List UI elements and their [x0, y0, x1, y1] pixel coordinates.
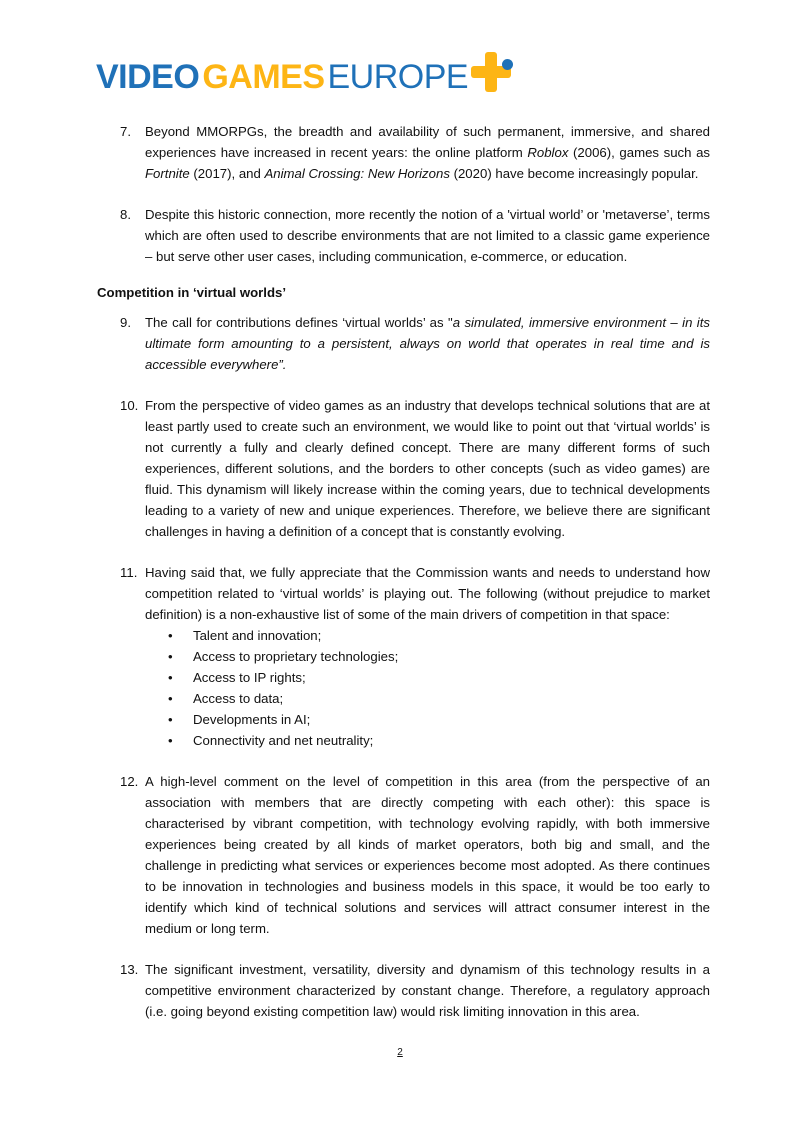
numbered-paragraph — [97, 959, 710, 1022]
paragraph-number: 12. — [120, 774, 139, 789]
logo-word-video: VIDEO — [96, 58, 200, 96]
paragraph-text: Having said that, we fully appreciate that the Commission wants and needs to understand how competition related to ‘virtual worlds’ is playing out. The following (without prejudice to market definition) is a non-exhaustive list of some of the main drivers of competition in that space: • Talent and innovation; • Access to proprietary technologies; • Access to IP rights; • Access to data; • Developments in AI; • Connectivity and net neutrality; — [145, 562, 710, 751]
bullet-item-label: Access to IP rights; — [193, 670, 306, 685]
bullet-icon: • — [168, 691, 173, 706]
bullet-item-label: Developments in AI; — [193, 712, 311, 727]
numbered-paragraph — [97, 312, 710, 375]
bullet-item — [145, 688, 710, 709]
bullet-item — [145, 730, 710, 751]
bullet-item-label: Access to data; — [193, 691, 284, 706]
bullet-list — [145, 625, 710, 751]
page-number: 2 — [397, 1047, 403, 1058]
logo — [96, 60, 512, 102]
bullet-item-label: Access to proprietary technologies; — [193, 649, 399, 664]
paragraph-text: A high-level comment on the level of competition in this area (from the perspective of an association with members that are directly competing with each other): this space is characterised by vibrant competition, with technology evolving rapidly, with both immersive experiences being created by all kinds of market operators, both big and small, and the challenge in predicting what services or experiences become most adopted. As there continues to be innovation in technologies and business models in this space, it would be too early to identify which kind of technical solutions and services will attract consumer interest in the medium or long term. — [145, 774, 710, 936]
controller-button-dot — [502, 59, 513, 70]
paragraph-text: Beyond MMORPGs, the breadth and availability of such permanent, immersive, and shared experiences have increased in recent years: the online platform Roblox (2006), games such as Fortnite (2017), and Animal Crossing: New Horizons (2020) have become increasingly popular. — [145, 124, 711, 181]
bullet-icon: • — [168, 712, 173, 727]
numbered-paragraph — [97, 771, 710, 939]
bullet-icon: • — [168, 649, 173, 664]
bullet-icon: • — [168, 733, 173, 748]
paragraph-text: The significant investment, versatility, diversity and dynamism of this technology results in a competitive environment characterized by constant change. Therefore, a regulatory approach (i.e. going beyond existing competition law) would risk limiting innovation in this area. — [145, 962, 710, 1019]
paragraph-number: 7. — [120, 124, 131, 139]
paragraph-number: 9. — [120, 315, 131, 330]
paragraph-number: 13. — [120, 962, 139, 977]
numbered-paragraph — [97, 204, 710, 267]
paragraph-text: The call for contributions defines ‘virtual worlds’ as "a simulated, immersive environment – in its ultimate form amounting to a persistent, always on world that operates in real time and is accessible everywhere”. — [145, 315, 710, 372]
bullet-item — [145, 625, 710, 646]
bullet-item — [145, 709, 710, 730]
paragraph-number: 10. — [120, 398, 139, 413]
bullet-item — [145, 667, 710, 688]
numbered-paragraph — [97, 121, 710, 184]
bullet-icon: • — [168, 670, 173, 685]
numbered-paragraph — [97, 395, 710, 542]
paragraph-text: From the perspective of video games as an industry that develops technical solutions that are at least partly used to create such an environment, we would like to point out that ‘virtual worlds’ is not currently a fully and clearly defined concept. There are many different forms of such experiences, different solutions, and the borders to other concepts (such as video games) are fluid. This dynamism will likely increase within the coming years, due to technical developments leading to a variety of new and unique experiences. Therefore, we believe there are significant challenges in having a definition of a concept that is constantly evolving. — [145, 398, 710, 539]
bullet-icon: • — [168, 628, 173, 643]
bullet-item-label: Talent and innovation; — [193, 628, 322, 643]
numbered-paragraph — [97, 562, 710, 751]
document-body — [97, 121, 710, 1042]
paragraph-number: 8. — [120, 207, 131, 222]
section-heading: Competition in ‘virtual worlds’ — [97, 285, 287, 300]
paragraph-text: Despite this historic connection, more recently the notion of a 'virtual world’ or 'metaverse’, terms which are often used to describe environments that are not limited to a classic game experience – but serve other user cases, including communication, e-commerce, or education. — [145, 207, 710, 264]
bullet-item-label: Connectivity and net neutrality; — [193, 733, 374, 748]
bullet-item — [145, 646, 710, 667]
controller-plus-icon — [470, 52, 512, 94]
logo-word-games: GAMES — [202, 58, 325, 96]
logo-word-europe: EUROPE — [327, 58, 469, 96]
page-footer — [0, 1047, 800, 1058]
paragraph-number: 11. — [120, 565, 138, 580]
